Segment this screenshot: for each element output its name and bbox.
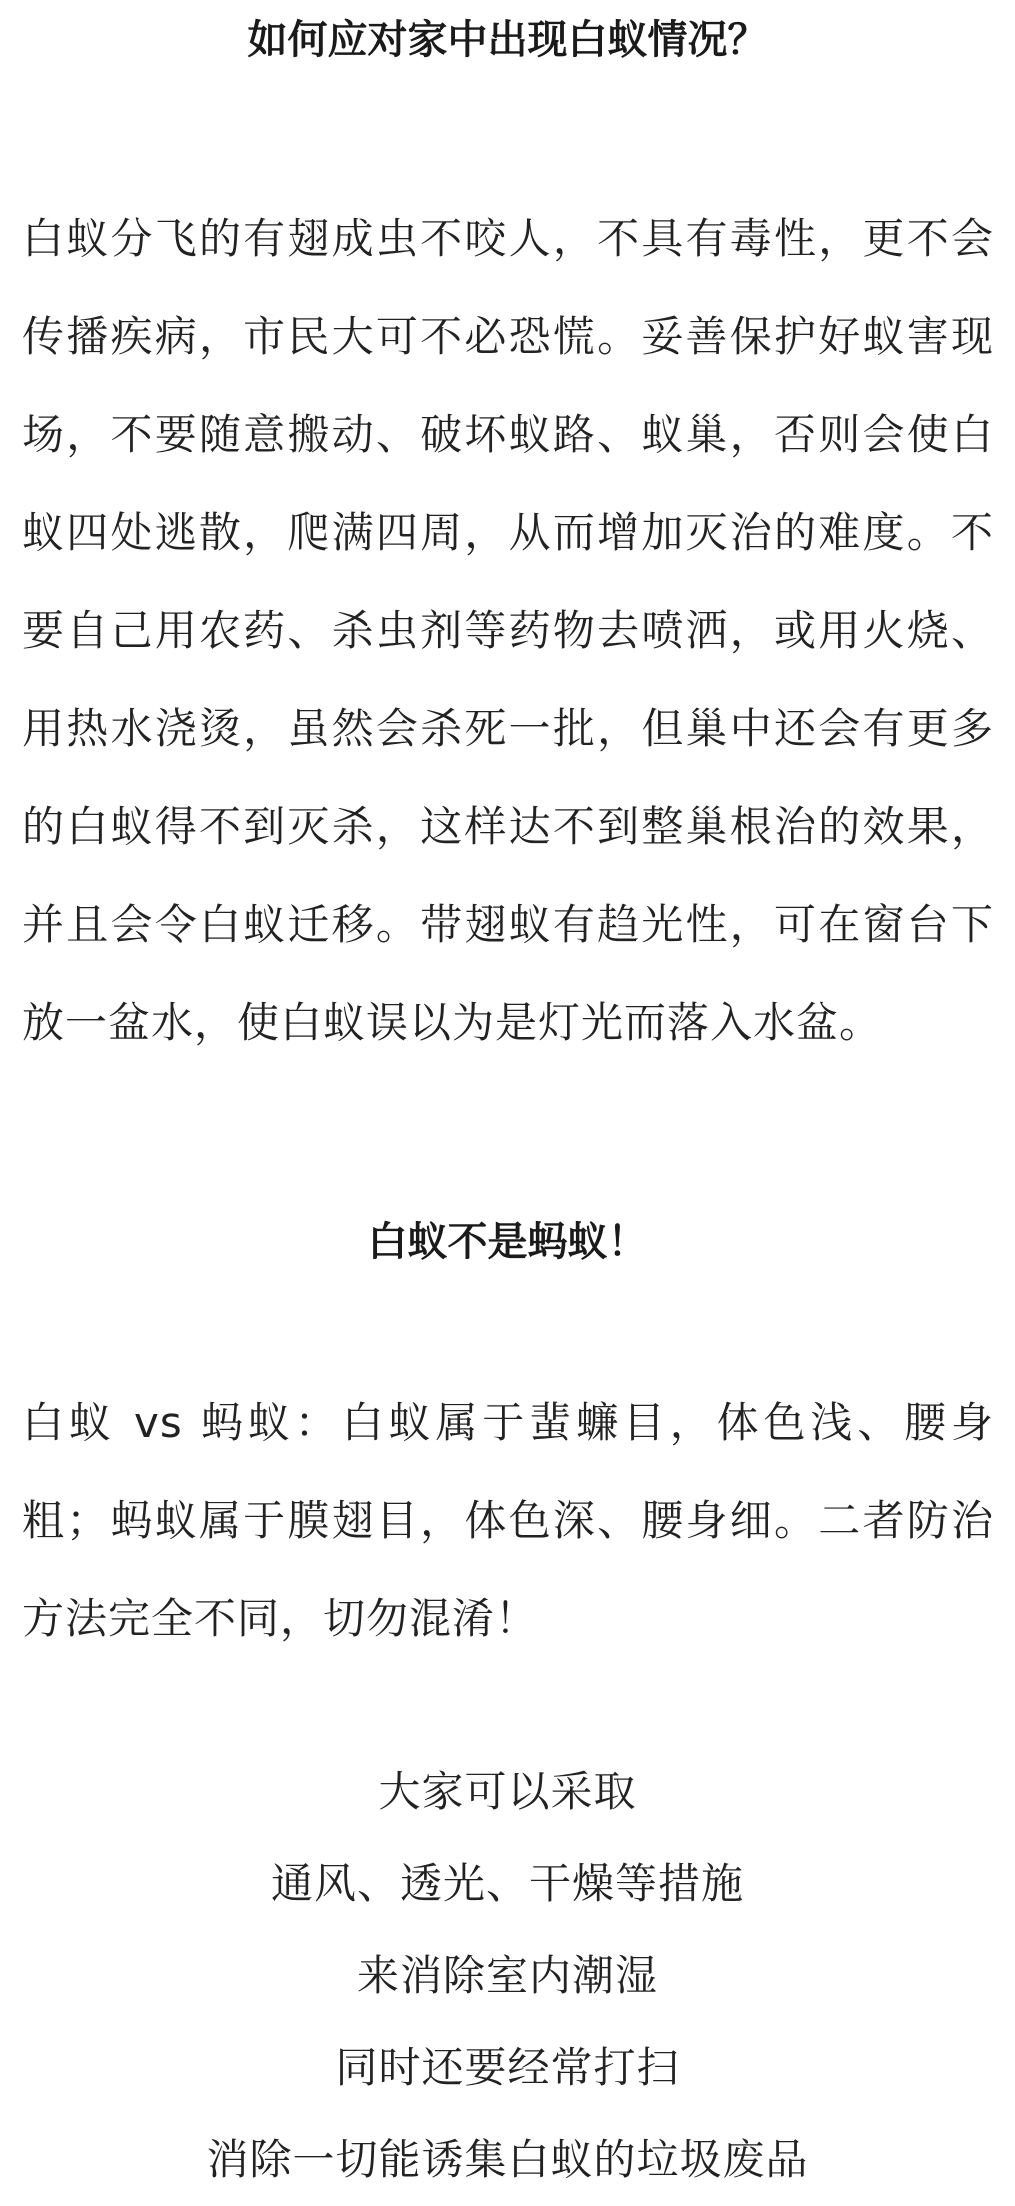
tip-line: 同时还要经常打扫	[335, 2043, 680, 2092]
paragraph-termite-response: 白蚁分飞的有翅成虫不咬人，不具有毒性，更不会传播疾病，市民大可不必恐慌。妥善保护好蚁害现场，不要随意搬动、破坏蚁路、蚁巢，否则会使白蚁四处逃散，爬满四周，从而增加灭治的难度。不要自己用农药、杀虫剂等药物去喷洒，或用火烧、用热水浇烫，虽然会杀死一批，但巢中还会有更多的白蚁得不到灭杀，这样达不到整巢根治的效果，并且会令白蚁迁移。带翅蚁有趋光性，可在窗台下放一盆水，使白蚁误以为是灯光而落入水盆。	[22, 214, 994, 1047]
paragraph-termite-vs-ant: 白蚁 vs 蚂蚁：白蚁属于蜚蠊目，体色浅、腰身粗；蚂蚁属于膜翅目，体色深、腰身细。二者防治方法完全不同，切勿混淆！	[22, 1398, 994, 1643]
section-heading-termite-not-ant: 白蚁不是蚂蚁！	[367, 1219, 648, 1265]
tip-line: 通风、透光、干燥等措施	[270, 1859, 744, 1908]
tip-line: 大家可以采取	[378, 1767, 637, 1816]
tip-line: 来消除室内潮湿	[356, 1951, 658, 2000]
section-heading-termite-response: 如何应对家中出现白蚁情况？	[247, 17, 768, 63]
tip-line: 消除一切能诱集白蚁的垃圾废品	[206, 2135, 809, 2184]
prevention-tips-list	[0, 1746, 1015, 2206]
